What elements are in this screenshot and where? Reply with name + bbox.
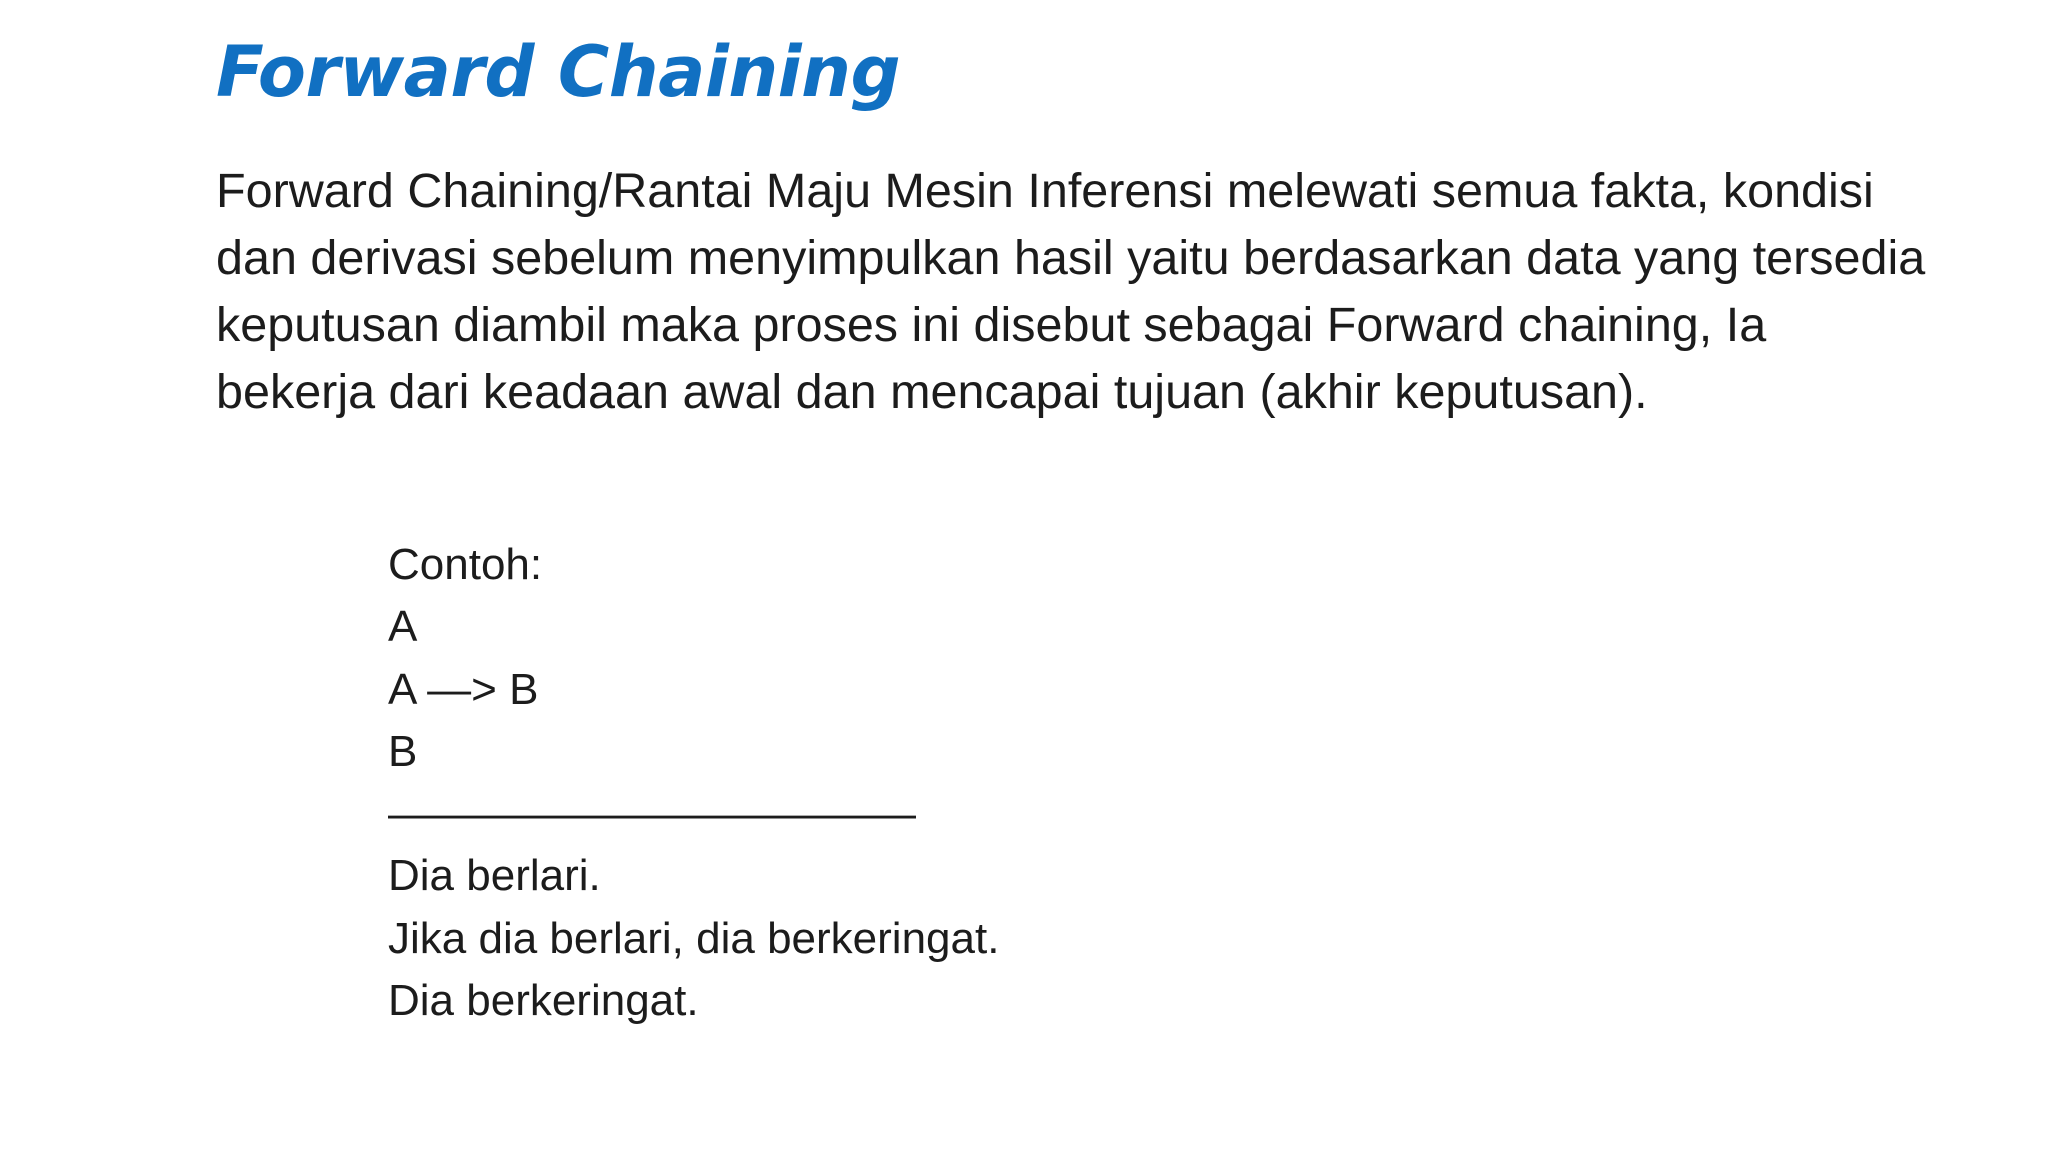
example-divider: ———————————— <box>388 789 916 839</box>
example-line-rule: A —> B <box>388 664 539 714</box>
example-label: Contoh: <box>388 540 543 589</box>
example-sentence-1: Dia berlari. <box>388 851 601 901</box>
example-line-fact-a: A <box>388 602 418 652</box>
slide-title: Forward Chaining <box>216 31 901 113</box>
example-sentence-2: Jika dia berlari, dia berkeringat. <box>388 913 1000 963</box>
example-block <box>388 534 999 1032</box>
body-paragraph: Forward Chaining/Rantai Maju Mesin Inferensi melewati semua fakta, kondisi dan derivasi sebelum menyimpulkan hasil yaitu berdasarkan data yang tersedia keputusan diambil maka proses ini disebut sebagai Forward chaining, Ia bekerja dari keadaan awal dan mencapai tujuan (akhir keputusan). <box>216 164 1926 419</box>
example-sentence-3: Dia berkeringat. <box>388 976 699 1026</box>
example-line-fact-b: B <box>388 726 418 776</box>
